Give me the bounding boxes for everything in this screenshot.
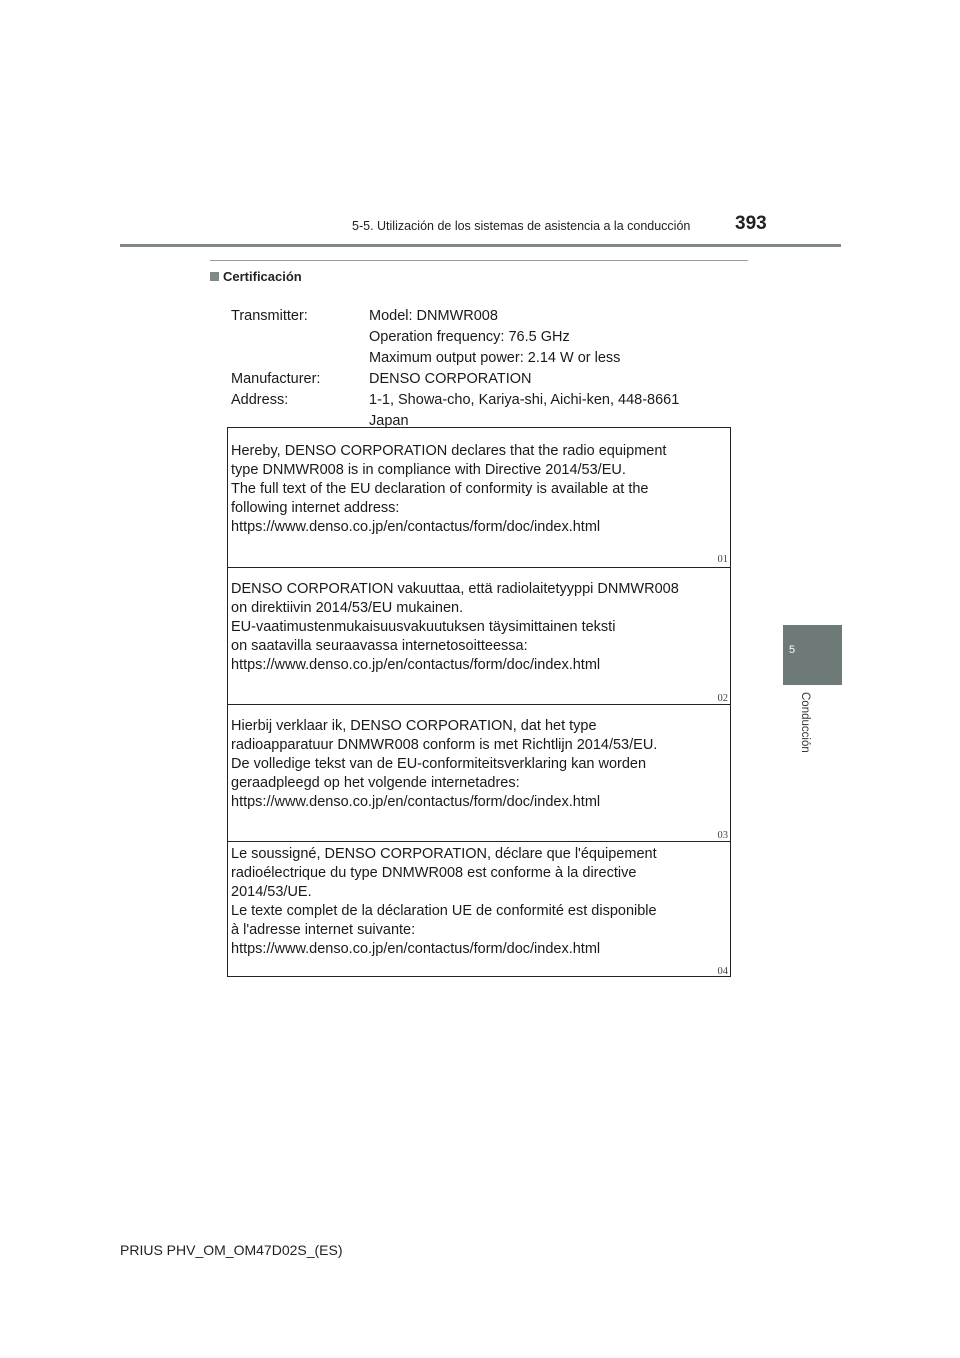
- declaration-cell-english: [228, 428, 730, 567]
- spec-label: Address:: [231, 392, 289, 408]
- declaration-line: https://www.denso.co.jp/en/contactus/form/doc/index.html: [231, 794, 601, 810]
- declaration-cell-finnish: [228, 567, 730, 704]
- declaration-cell-dutch: [228, 704, 730, 841]
- declaration-code: 02: [717, 693, 728, 704]
- declaration-line: Hierbij verklaar ik, DENSO CORPORATION, dat het type: [231, 718, 597, 734]
- declaration-line: type DNMWR008 is in compliance with Directive 2014/53/EU.: [231, 462, 626, 478]
- chapter-tab-label: Conducción: [799, 692, 811, 753]
- declaration-line: à l'adresse internet suivante:: [231, 922, 416, 938]
- declaration-line: Le soussigné, DENSO CORPORATION, déclare que l'équipement: [231, 846, 657, 862]
- declaration-line: The full text of the EU declaration of conformity is available at the: [231, 481, 649, 497]
- section-divider: [210, 260, 748, 261]
- spec-value: Japan: [369, 413, 409, 429]
- declaration-line: https://www.denso.co.jp/en/contactus/form/doc/index.html: [231, 657, 601, 673]
- spec-value: Maximum output power: 2.14 W or less: [369, 350, 621, 366]
- declaration-line: EU-vaatimustenmukaisuusvakuutuksen täysimittainen teksti: [231, 619, 616, 635]
- declaration-table: [227, 427, 731, 977]
- declaration-line: De volledige tekst van de EU-conformiteitsverklaring kan worden: [231, 756, 647, 772]
- declaration-line: 2014/53/UE.: [231, 884, 312, 900]
- spec-value: Model: DNMWR008: [369, 308, 498, 324]
- section-heading: [210, 269, 302, 284]
- document-id: PRIUS PHV_OM_OM47D02S_(ES): [120, 1242, 343, 1258]
- declaration-line: https://www.denso.co.jp/en/contactus/form/doc/index.html: [231, 941, 601, 957]
- square-bullet-icon: [210, 272, 219, 281]
- declaration-code: 04: [717, 966, 728, 977]
- declaration-line: geraadpleegd op het volgende internetadres:: [231, 775, 520, 791]
- section-title: 5-5. Utilización de los sistemas de asistencia a la conducción: [352, 219, 691, 233]
- spec-label: Manufacturer:: [231, 371, 321, 387]
- declaration-code: 03: [717, 830, 728, 841]
- chapter-tab-number: 5: [789, 644, 796, 656]
- declaration-code: 01: [717, 554, 728, 565]
- section-heading-text: Certificación: [223, 269, 302, 284]
- header-divider: [120, 244, 841, 247]
- spec-value: DENSO CORPORATION: [369, 371, 532, 387]
- spec-value: Operation frequency: 76.5 GHz: [369, 329, 570, 345]
- declaration-line: https://www.denso.co.jp/en/contactus/form/doc/index.html: [231, 519, 601, 535]
- spec-value: 1-1, Showa-cho, Kariya-shi, Aichi-ken, 448-8661: [369, 392, 680, 408]
- declaration-line: Hereby, DENSO CORPORATION declares that the radio equipment: [231, 443, 667, 459]
- declaration-line: radioapparatuur DNMWR008 conform is met Richtlijn 2014/53/EU.: [231, 737, 658, 753]
- declaration-line: on saatavilla seuraavassa internetosoitteessa:: [231, 638, 528, 654]
- declaration-line: radioélectrique du type DNMWR008 est conforme à la directive: [231, 865, 637, 881]
- declaration-line: Le texte complet de la déclaration UE de conformité est disponible: [231, 903, 657, 919]
- page-number: 393: [735, 213, 767, 234]
- declaration-line: following internet address:: [231, 500, 400, 516]
- declaration-line: on direktiivin 2014/53/EU mukainen.: [231, 600, 464, 616]
- spec-label: Transmitter:: [231, 308, 308, 324]
- declaration-cell-french: [228, 841, 730, 976]
- declaration-line: DENSO CORPORATION vakuuttaa, että radiolaitetyyppi DNMWR008: [231, 581, 679, 597]
